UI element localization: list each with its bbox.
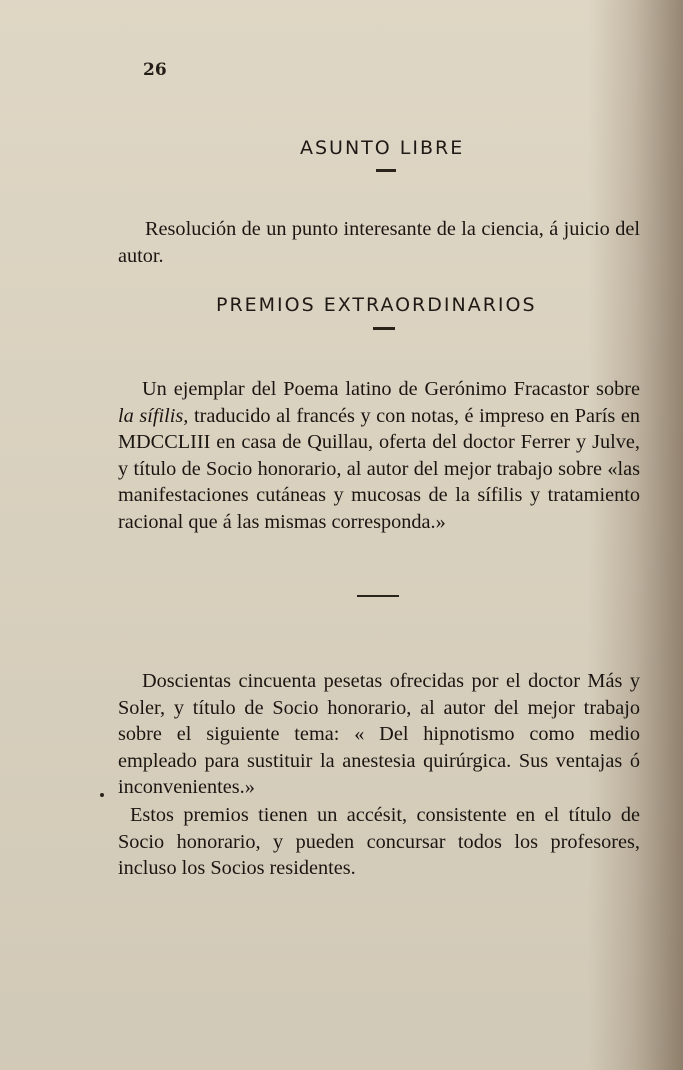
section-heading-premios-extraordinarios: PREMIOS EXTRAORDINARIOS xyxy=(216,294,537,316)
paragraph-premio-fracastor xyxy=(118,376,640,535)
italic-title: la sífilis, xyxy=(118,404,189,427)
paragraph-text: traducido al francés y con notas, é impreso en París en MDCCLIII en casa de Quillau, oferta del doctor Ferrer y Julve, y título de Socio honorario, al autor del mejor trabajo sobre «las manifestaciones cutáneas y mucosas de la sífilis y tratamiento racional que á las mismas corresponda.» xyxy=(118,404,640,533)
paragraph-premio-hipnotismo: Doscientas cincuenta pesetas ofrecidas por el doctor Más y Soler, y título de Socio honorario, al autor del mejor trabajo sobre el siguiente tema: « Del hipnotismo como medio empleado para sustituir la anestesia quirúrgica. Sus ventajas ó inconvenientes.» xyxy=(118,670,640,799)
section-heading-asunto-libre: ASUNTO LIBRE xyxy=(300,137,465,159)
margin-mark xyxy=(100,793,104,797)
paragraph-accesit: Estos premios tienen un accésit, consistente en el título de Socio honorario, y pueden concursar todos los profesores, incluso los Socios residentes. xyxy=(118,804,640,880)
paragraph-asunto-libre: Resolución de un punto interesante de la ciencia, á juicio del autor. xyxy=(118,218,640,267)
heading-rule xyxy=(376,169,396,172)
heading-rule xyxy=(373,327,395,330)
page-number: 26 xyxy=(143,60,167,80)
paragraph-text: Un ejemplar del Poema latino de Gerónimo Fracastor sobre xyxy=(142,378,640,401)
section-divider xyxy=(357,595,399,597)
